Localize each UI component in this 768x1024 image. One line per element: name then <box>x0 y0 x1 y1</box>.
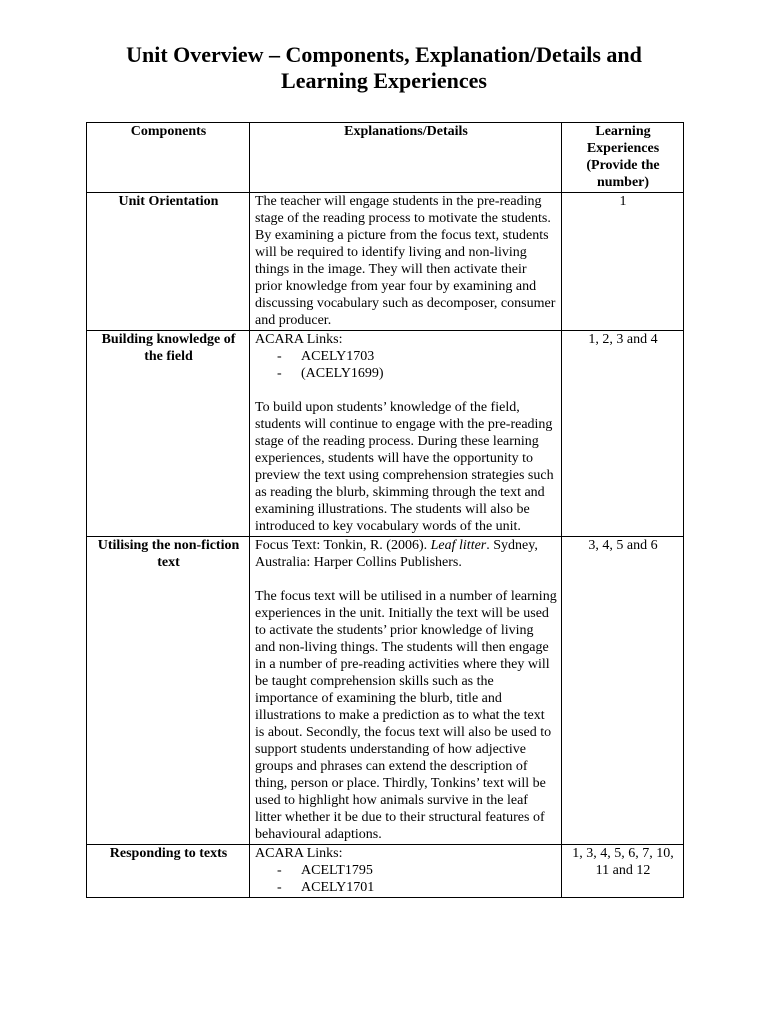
focus-text-citation <box>255 537 557 571</box>
learning-experiences-cell: 1 <box>562 193 684 331</box>
unit-overview-table <box>86 122 684 898</box>
explanation-cell <box>250 537 562 845</box>
acara-link: - ACELT1795 <box>277 862 557 879</box>
focus-text-suffix: . Sydney, Australia: Harper Collins Publishers. <box>255 538 538 570</box>
focus-text-title: Leaf litter <box>430 538 487 553</box>
table-row <box>87 845 684 898</box>
acara-links-list <box>255 348 557 382</box>
acara-link: - (ACELY1699) <box>277 365 557 382</box>
acara-link: - ACELY1701 <box>277 879 557 896</box>
component-cell: Responding to texts <box>87 845 250 898</box>
component-cell: Building knowledge of the field <box>87 331 250 537</box>
header-components: Components <box>87 123 250 193</box>
header-learning-experiences: Learning Experiences (Provide the number) <box>562 123 684 193</box>
component-cell: Unit Orientation <box>87 193 250 331</box>
component-cell: Utilising the non-fiction text <box>87 537 250 845</box>
title-line-2: Learning Experiences <box>281 68 487 93</box>
explanation-cell <box>250 845 562 898</box>
table-row <box>87 537 684 845</box>
title-line-1: Unit Overview – Components, Explanation/Details and <box>126 42 642 67</box>
learning-experiences-cell: 1, 3, 4, 5, 6, 7, 10, 11 and 12 <box>562 845 684 898</box>
document-title <box>0 42 768 94</box>
explanation-paragraph: The focus text will be utilised in a number of learning experiences in the unit. Initially the text will be used to activate the students’ prior knowledge of living and non-living things. The students will then engage in a number of pre-reading activities where they will be taught comprehension skills such as the importance of examining the blurb, title and illustrations to make a prediction as to what the text is about. Secondly, the focus text will also be used to support students understanding of how adjective groups and phrases can extend the description of thing, person or place. Thirdly, Tonkins’ text will be used to highlight how animals survive in the leaf litter whether it be due to their structural features of behavioural adaptions. <box>255 589 557 842</box>
table-row <box>87 331 684 537</box>
acara-links-label: ACARA Links: <box>255 332 343 347</box>
table-row <box>87 193 684 331</box>
learning-experiences-cell: 1, 2, 3 and 4 <box>562 331 684 537</box>
explanation-paragraph: To build upon students’ knowledge of the field, students will continue to engage with the pre-reading stage of the reading process. During these learning experiences, students will have the opportunity to preview the text using comprehension strategies such as reading the blurb, skimming through the text and examining illustrations. The students will also be introduced to key vocabulary words of the unit. <box>255 400 554 534</box>
explanation-cell <box>250 193 562 331</box>
header-explanations: Explanations/Details <box>250 123 562 193</box>
explanation-paragraph: The teacher will engage students in the pre-reading stage of the reading process to motivate the students. By examining a picture from the focus text, students will be required to identify living and non-living things in the image. They will then activate their prior knowledge from year four by examining and discussing vocabulary such as decomposer, consumer and producer. <box>255 194 556 328</box>
table-header-row <box>87 123 684 193</box>
acara-links-label: ACARA Links: <box>255 846 343 861</box>
acara-links-list <box>255 862 557 896</box>
learning-experiences-cell: 3, 4, 5 and 6 <box>562 537 684 845</box>
focus-text-prefix: Focus Text: Tonkin, R. (2006). <box>255 538 431 553</box>
explanation-cell <box>250 331 562 537</box>
acara-link: - ACELY1703 <box>277 348 557 365</box>
